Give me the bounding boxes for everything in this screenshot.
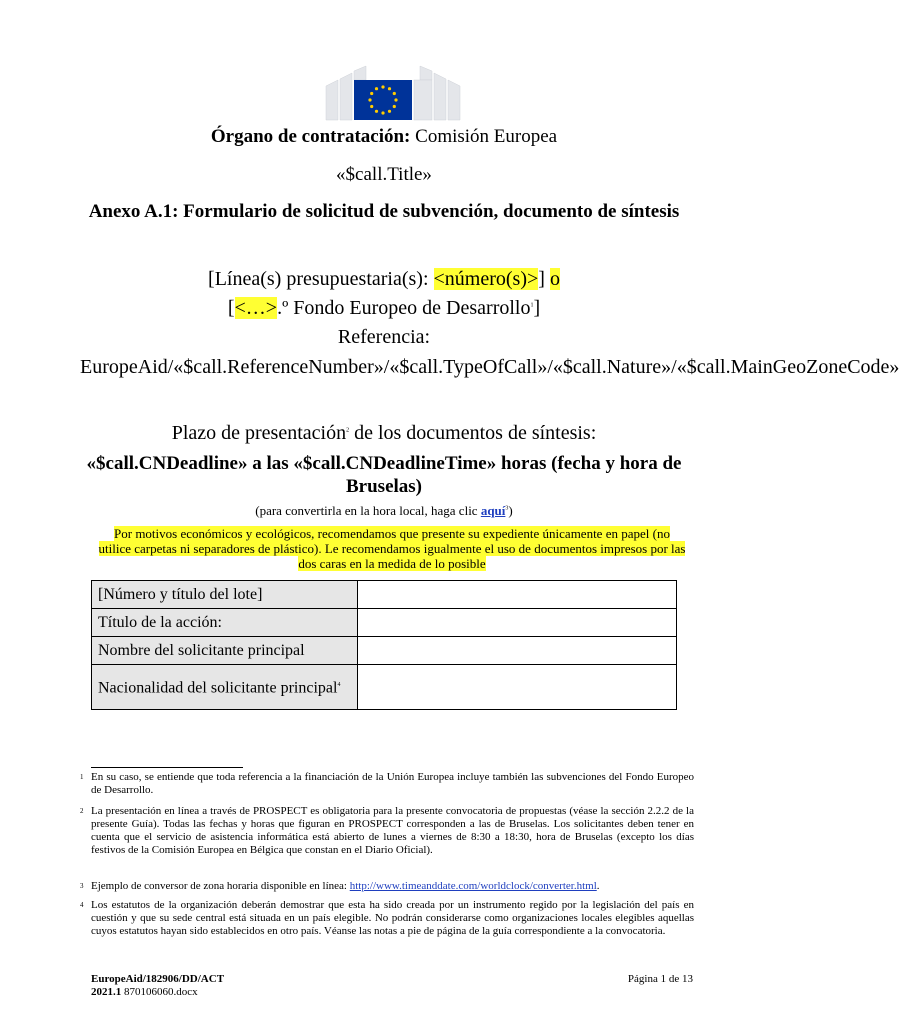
budget-line <box>60 268 708 291</box>
fund-close: ] <box>533 297 541 319</box>
contracting-authority <box>60 126 708 148</box>
deadline-label-a: Plazo de presentación <box>171 422 347 444</box>
table-row <box>92 609 677 637</box>
footer-reference <box>91 973 224 999</box>
footnote-text: Ejemplo de conversor de zona horaria disponible en línea: <box>91 880 350 892</box>
footnote-3 <box>80 880 694 893</box>
footnote-separator <box>91 767 243 768</box>
table-row <box>92 637 677 665</box>
nationality-label-text: Nacionalidad del solicitante principal <box>98 679 338 697</box>
footnote-ref-2: 2 <box>346 427 350 434</box>
footer-ref-code: EuropeAid/182906/DD/ACT <box>91 973 225 985</box>
budget-line-or: o <box>549 268 560 290</box>
lead-applicant-nationality-field[interactable] <box>358 665 677 710</box>
page-number: Página 1 de 13 <box>627 973 693 985</box>
footnote-number: 1 <box>80 773 84 781</box>
fund-open: [ <box>227 297 235 319</box>
footnote-2 <box>80 805 694 857</box>
table-row <box>92 581 677 609</box>
footnote-text: Los estatutos de la organización deberán demostrar que esta ha sido creada por un instrumento regido por la legislación del país en cuestión y que su sede central está situada en un país elegible. No podrán considerarse como organizaciones locales elegibles aquellas cuyos estatutos hayan sido establecidos en otro país. Véanse las notas a pie de página de la guía correspondiente a la convocatoria. <box>91 899 694 937</box>
convert-suffix: ) <box>508 503 513 518</box>
lead-applicant-name-label: Nombre del solicitante principal <box>92 637 358 665</box>
footer-version: 2021.1 <box>91 986 122 998</box>
deadline-label <box>60 422 708 445</box>
deadline-value: «$call.CNDeadline» a las «$call.CNDeadlineTime» horas (fecha y hora de Bruselas) <box>86 453 682 497</box>
annex-title: Anexo A.1: Formulario de solicitud de subvención, documento de síntesis <box>88 201 680 222</box>
deadline-label-b: de los documentos de síntesis: <box>349 422 597 444</box>
action-title-field[interactable] <box>358 609 677 637</box>
contracting-authority-label: Órgano de contratación: <box>210 126 411 147</box>
lot-label: [Número y título del lote] <box>92 581 358 609</box>
action-title-label: Título de la acción: <box>92 609 358 637</box>
contracting-authority-value: Comisión Europea <box>415 126 558 147</box>
convert-time-link[interactable]: aquí <box>480 503 506 518</box>
eco-notice <box>98 526 686 571</box>
timezone-converter-link[interactable]: http://www.timeanddate.com/worldclock/converter.html <box>349 880 597 892</box>
footnote-ref-3: 3 <box>505 505 509 512</box>
footnote-text: La presentación en línea a través de PROSPECT es obligatoria para la presente convocatoria de propuestas (véase la sección 2.2.2 de la presente Guía). Todas las fechas y horas que figuran en PROSPECT corresponden a las de Bruselas. Los solicitantes deben tener en cuenta que el servicio de asistencia informática está abierto de lunes a viernes de 8:30 a 18:30, hora de Bruselas (excepto los días festivos de la Comisión Europea en Bélgica que constan en el Diario Oficial). <box>91 805 694 856</box>
footnote-ref-4: 4 <box>337 682 341 689</box>
eco-notice-text: Por motivos económicos y ecológicos, recomendamos que presente su expediente únicamente en papel (no utilice carpetas ni separadores de plástico). Le recomendamos igualmente el uso de documentos impresos por las dos caras en la medida de lo posible <box>98 526 686 571</box>
reference-path: EuropeAid/«$call.ReferenceNumber»/«$call.TypeOfCall»/«$call.Nature»/«$call.MainGeoZoneCode» <box>80 356 899 378</box>
development-fund-line <box>60 297 708 320</box>
footnote-4 <box>80 899 694 938</box>
reference-label: Referencia: <box>337 326 431 348</box>
footnote-ref-1: 1 <box>530 302 534 309</box>
footnote-text: En su caso, se entiende que toda referencia a la financiación de la Unión Europea incluye también las subvenciones del Fondo Europeo de Desarrollo. <box>91 771 694 796</box>
fund-text: .º Fondo Europeo de Desarrollo <box>277 297 531 319</box>
footnote-number: 4 <box>80 901 84 909</box>
call-title: «$call.Title» <box>336 164 432 185</box>
footer-filename: 870106060.docx <box>124 986 198 998</box>
budget-line-numbers: <número(s)> <box>433 268 539 290</box>
fund-ellipsis: <…> <box>234 297 278 319</box>
footnote-1 <box>80 771 694 797</box>
european-commission-logo-icon <box>326 66 460 120</box>
footnote-number: 2 <box>80 807 84 815</box>
summary-table <box>91 580 677 710</box>
lead-applicant-nationality-label <box>92 665 358 710</box>
budget-line-close: ] <box>538 268 550 290</box>
lot-value-field[interactable] <box>358 581 677 609</box>
budget-line-prefix: [Línea(s) presupuestaria(s): <box>208 268 434 290</box>
convert-prefix: (para convertirla en la hora local, haga clic <box>255 503 481 518</box>
convert-time-note <box>60 503 708 519</box>
footnote-number: 3 <box>80 882 84 890</box>
footnote-after: . <box>596 880 600 892</box>
table-row <box>92 665 677 710</box>
lead-applicant-name-field[interactable] <box>358 637 677 665</box>
